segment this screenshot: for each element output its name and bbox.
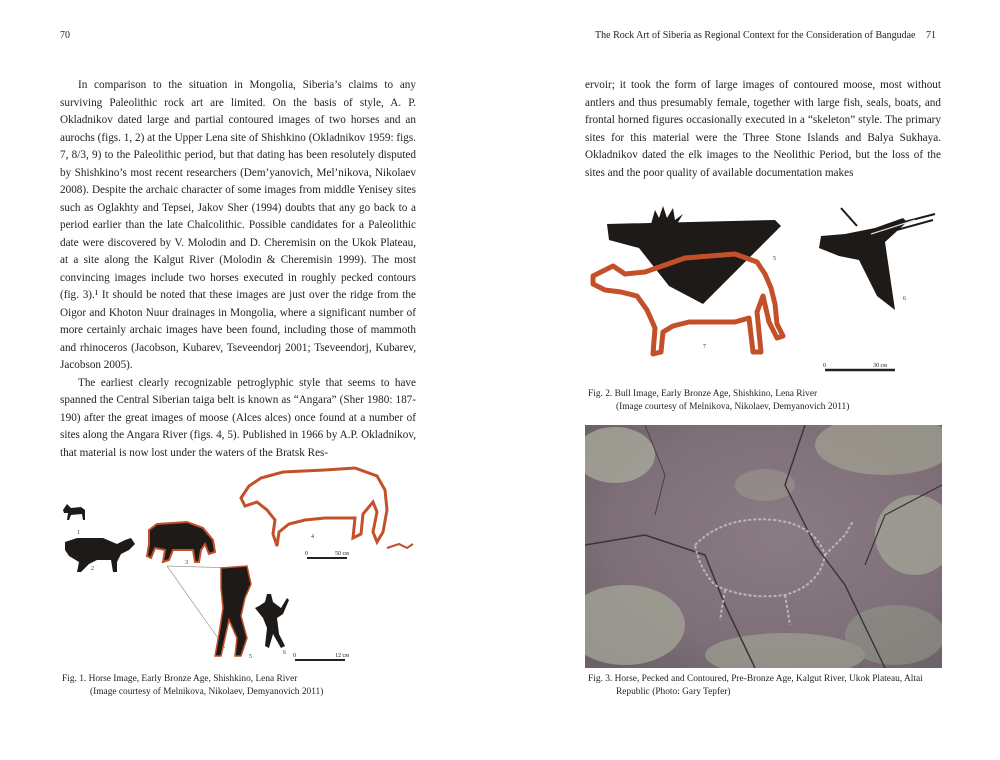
fig1-human-figure-b <box>255 594 289 648</box>
fig1-animal-1 <box>63 504 85 520</box>
fig1-scale-b-end: 12 см <box>335 653 349 659</box>
fig1-label-5: 5 <box>249 654 252 660</box>
paragraph-3: ervoir; it took the form of large images of contoured moose, most without antlers and thus presumably female, together with large fish, seals, boats, and frontal horned figures occasionally executed in a “skeleton” style. The primary sites for this material were the Three Stone Islands and Balya Sukhaya. Okladnikov dated the elk images to the Neolithic Period, but the loss of the sites and the poor quality of available documentation makes <box>585 79 941 179</box>
fig1-label-3: 3 <box>185 560 188 566</box>
figure-3-caption-line-2: Republic (Photo: Gary Tepfer) <box>616 686 731 697</box>
fig1-red-fragment <box>387 544 413 548</box>
figure-2-caption-line-2: (Image courtesy of Melnikova, Nikolaev, Demyanovich 2011) <box>616 401 850 412</box>
fig1-label-1: 1 <box>77 530 80 536</box>
fig2-label-6: 6 <box>903 296 906 302</box>
fig1-scale-a-start: 0 <box>305 551 308 557</box>
fig1-horse-3 <box>147 522 215 562</box>
fig1-large-horse <box>241 468 387 546</box>
fig1-label-2: 2 <box>91 566 94 572</box>
left-page-number: 70 <box>60 30 70 41</box>
fig1-scale-a-end: 50 см <box>335 551 349 557</box>
figure-3-caption <box>588 673 948 698</box>
left-text-column <box>60 77 416 462</box>
rock-surface-photo <box>585 425 942 668</box>
running-head <box>595 30 936 41</box>
fig1-horse-2 <box>65 538 135 572</box>
running-head-title: The Rock Art of Siberia as Regional Context for the Consideration of Bangudae <box>595 30 916 41</box>
figure-3-caption-line-1: Fig. 3. Horse, Pecked and Contoured, Pre-Bronze Age, Kalgut River, Ukok Plateau, Altai <box>588 674 923 684</box>
right-page-number: 71 <box>926 30 936 41</box>
fig2-label-5: 5 <box>773 256 776 262</box>
fig2-antlers <box>651 206 683 224</box>
paragraph-2: The earliest clearly recognizable petroglyphic style that seems to have spanned the Central Siberian taiga belt is known as “Angara” (Sher 1980: 187-190) after the great images of moose (Alces alces) once found at a number of sites along the Angara River (figs. 4, 5). Published in 1966 by A.P. Okladnikov, that material is now lost under the waters of the Bratsk Res- <box>60 376 416 459</box>
fig2-label-7: 7 <box>703 344 706 350</box>
fig2-scale-end: 30 см <box>873 363 887 369</box>
fig1-label-6: 6 <box>283 650 286 656</box>
figure-2-drawing <box>585 200 945 380</box>
figure-1-caption-line-1: Fig. 1. Horse Image, Early Bronze Age, Shishkino, Lena River <box>62 674 298 684</box>
figure-2-caption <box>588 388 943 413</box>
paragraph-1: In comparison to the situation in Mongolia, Siberia’s claims to any surviving Paleolithic rock art are limited. On the basis of style, A. P. Okladnikov dated large and partial contoured images of two horses and an aurochs (figs. 1, 2) at the Upper Lena site of Shishkino (Okladnikov 1959: figs. 7, 8/3, 9) to the Paleolithic period, but that dating has been resolutely disputed by Shishkino’s most recent researchers (Dem’yanovich, Mel’nikova, Nikolaev 2008). Despite the archaic character of some images from middle Yenisey sites such as Oglakhty and Tepsei, Jakov Sher (1994) doubts that any go back to a period earlier than the late Chalcolithic. Possible candidates for a Paleolithic date were discovered by V. Molodin and D. Cheremisin on the Ukok Plateau, at a site along the Kalgut River (Molodin & Cheremisin 1999). The most convincing images include two horses executed in roughly pecked contours (fig. 3).¹ It should be noted that these images are just over the ridge from the Oigor and Khoton Nuur drainages in Mongolia, where a significant number of more certainly archaic images have been found, including those of mammoth and rhinoceros (Jacobson, Kubarev, Tseveendorj 2001; Tseveendorj, Kubarev, Jacobson 2005). <box>60 79 416 371</box>
figure-3-photo <box>585 425 942 668</box>
fig2-horns <box>841 208 935 236</box>
fig1-scale-b-start: 0 <box>293 653 296 659</box>
figure-1-caption-line-2: (Image courtesy of Melnikova, Nikolaev, Demyanovich 2011) <box>90 686 324 697</box>
fig1-label-4: 4 <box>311 534 314 540</box>
figure-1-drawing <box>55 458 425 668</box>
fig2-scale-start: 0 <box>823 363 826 369</box>
right-text-column <box>585 77 941 182</box>
fig1-human-figure-a <box>215 566 251 656</box>
figure-1-caption <box>62 673 422 698</box>
figure-2-caption-line-1: Fig. 2. Bull Image, Early Bronze Age, Shishkino, Lena River <box>588 389 818 399</box>
fig1-leader-line-a <box>167 566 225 648</box>
